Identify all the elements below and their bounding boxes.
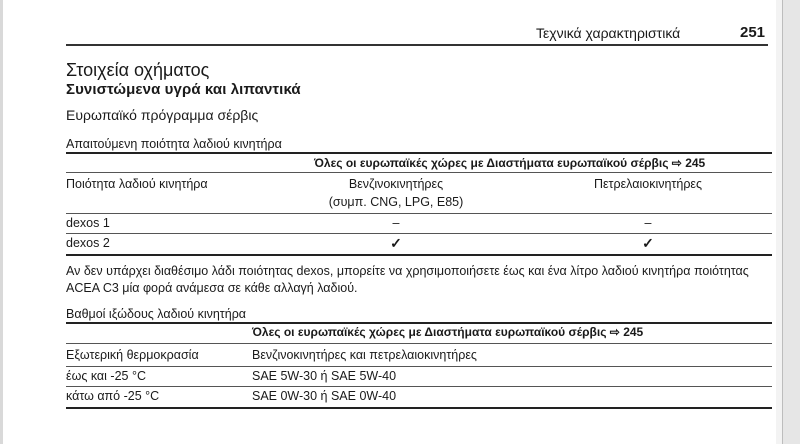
row-temp-below: κάτω από -25 °C xyxy=(66,389,160,403)
row-dexos1-name: dexos 1 xyxy=(66,216,110,230)
row-dexos1-petrol: – xyxy=(392,216,400,230)
col-header-petrol-sub: (συμπ. CNG, LPG, E85) xyxy=(328,195,464,209)
section-heading: Συνιστώμενα υγρά και λιπαντικά xyxy=(66,81,301,98)
scope-page-ref[interactable]: 245 xyxy=(685,156,706,170)
oil-quality-bottom-rule xyxy=(66,254,772,256)
cross-reference-arrow-icon: ⇨ xyxy=(671,156,682,170)
row-rule xyxy=(66,386,772,387)
col-header-petrol: Βενζινοκινητήρες xyxy=(348,177,444,191)
col-header-temperature: Εξωτερική θερμοκρασία xyxy=(66,348,199,362)
dexos-note-paragraph: Αν δεν υπάρχει διαθέσιμο λάδι ποιότητας dexos, μπορείτε να χρησιμοποιήσετε έως και ένα λίτρο λαδιού κινητήρα ποιότητας ACEA C3 μία φορά ανάμεσα σε κάθε αλλαγή λαδιού. xyxy=(66,264,749,295)
viscosity-header-rule xyxy=(66,343,772,344)
row-dexos1-diesel: – xyxy=(644,216,652,230)
chapter-heading: Στοιχεία οχήματος xyxy=(66,60,210,80)
check-icon: ✓ xyxy=(642,235,654,251)
viscosity-scope xyxy=(252,325,643,339)
row-rule xyxy=(66,213,772,214)
scope-text: Όλες οι ευρωπαϊκές χώρες με Διαστήματα ευρωπαϊκού σέρβις xyxy=(252,325,607,339)
row-grade-above: SAE 5W-30 ή SAE 5W-40 xyxy=(252,369,397,383)
row-dexos2-name: dexos 2 xyxy=(66,236,110,250)
row-grade-below: SAE 0W-30 ή SAE 0W-40 xyxy=(252,389,397,403)
running-header-title: Τεχνικά χαρακτηριστικά xyxy=(536,25,681,41)
viewer-scrollbar-track[interactable] xyxy=(782,0,800,444)
oil-quality-title: Απαιτούμενη ποιότητα λαδιού κινητήρα xyxy=(66,137,282,151)
scope-page-ref[interactable]: 245 xyxy=(623,325,644,339)
oil-quality-top-rule xyxy=(66,152,772,154)
oil-quality-scope xyxy=(314,156,705,170)
header-rule xyxy=(66,44,768,46)
subsection-heading: Ευρωπαϊκό πρόγραμμα σέρβις xyxy=(66,107,259,123)
row-rule xyxy=(66,366,772,367)
row-rule xyxy=(66,233,772,234)
row-temp-above: έως και -25 °C xyxy=(66,369,146,383)
page-number: 251 xyxy=(740,24,766,41)
viscosity-bottom-rule xyxy=(66,407,772,409)
cross-reference-arrow-icon: ⇨ xyxy=(609,325,620,339)
check-icon: ✓ xyxy=(390,235,402,251)
oil-quality-header-rule xyxy=(66,172,772,173)
viscosity-top-rule xyxy=(66,322,772,324)
col-header-quality: Ποιότητα λαδιού κινητήρα xyxy=(66,177,208,191)
col-header-diesel: Πετρελαιοκινητήρες xyxy=(593,177,703,191)
viscosity-title: Βαθμοί ιξώδους λαδιού κινητήρα xyxy=(66,307,247,321)
scope-text: Όλες οι ευρωπαϊκές χώρες με Διαστήματα ευρωπαϊκού σέρβις xyxy=(314,156,669,170)
col-header-engines: Βενζινοκινητήρες και πετρελαιοκινητήρες xyxy=(252,348,477,362)
